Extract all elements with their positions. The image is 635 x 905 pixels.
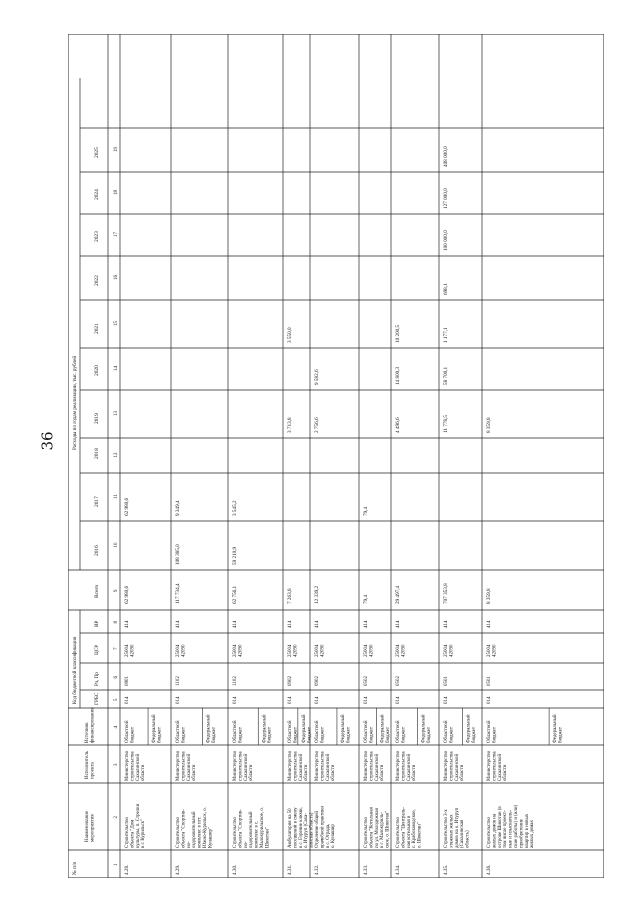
- row-source: бюджет: [181, 726, 187, 743]
- row-executor: Министерство: [396, 750, 401, 781]
- header-year: 2022: [94, 275, 100, 286]
- row-source: Федеральный: [421, 714, 427, 743]
- row-source: Федеральный: [340, 714, 346, 743]
- row-total: 8 359,8: [486, 588, 492, 604]
- row-name: с. Крабозаводское,: [412, 809, 418, 848]
- header-expense-group: Расходы по годам реализации, тыс. рублей: [72, 355, 78, 450]
- row-csr: 42090: [130, 644, 136, 657]
- row-vr: 414: [487, 620, 492, 628]
- row-csr: 25004: [233, 644, 238, 657]
- row-year-value: 3 545,2: [232, 500, 238, 516]
- row-name: ные и изыскатель-: [508, 809, 514, 848]
- row-name: в г. Курильск": [141, 818, 147, 848]
- row-name: о. Итуруп (Саха-: [304, 813, 310, 848]
- row-name: ная котельная в: [406, 815, 412, 848]
- row-name: объекта "Котельная: [369, 807, 375, 848]
- row-csr: 25004: [396, 644, 401, 657]
- row-name: Строительство: [125, 817, 130, 848]
- column-number: 6: [114, 676, 119, 679]
- row-total: 79,4: [363, 594, 369, 604]
- row-executor: строительства: [320, 751, 326, 781]
- row-grbs: 014: [176, 696, 181, 704]
- row-vr: 414: [396, 620, 401, 628]
- row-grbs: 014: [364, 696, 369, 704]
- row-executor: Сахалинской: [186, 753, 192, 781]
- column-number: 14: [114, 366, 119, 371]
- row-executor: области: [192, 764, 198, 781]
- column-number: 4: [114, 726, 119, 729]
- header-year: 2018: [94, 448, 100, 459]
- row-source: бюджет: [346, 726, 352, 743]
- row-rzpr: 0502: [396, 676, 401, 686]
- row-vr: 414: [125, 620, 130, 628]
- row-source: Федеральный: [553, 714, 559, 743]
- row-executor: области: [304, 764, 310, 781]
- row-source: Областной: [288, 720, 293, 743]
- row-executor: Министерство: [233, 750, 238, 781]
- row-name: врачебной практики: [320, 805, 326, 848]
- row-source: бюджет: [386, 726, 391, 743]
- row-executor: Министерство: [125, 750, 130, 781]
- header-source: финансирования: [90, 707, 96, 743]
- row-name: по ул. Молодежная: [374, 808, 380, 848]
- header-year: 2024: [94, 189, 100, 200]
- row-year-value: 1 177,1: [443, 327, 449, 343]
- row-year-value: 58 700,1: [443, 366, 449, 385]
- row-rzpr: 0902: [315, 676, 320, 686]
- row-name: культуры, п. Стрелки: [135, 803, 141, 848]
- row-name: объекта "Спортив-: [238, 809, 244, 848]
- row-name: комплекс в с.: [254, 820, 260, 848]
- row-executor: строительства: [238, 751, 244, 781]
- row-source: Федеральный: [262, 714, 268, 743]
- row-source: Федеральный: [466, 714, 472, 743]
- row-csr: 42090: [320, 644, 326, 657]
- row-name: объекта "Спортив-: [181, 809, 187, 848]
- row-source: бюджет: [157, 726, 163, 743]
- budget-table: [68, 34, 604, 878]
- row-rzpr: 1102: [233, 676, 238, 686]
- header-year: 2020: [94, 365, 100, 376]
- row-year-value: 9 582,6: [314, 369, 320, 385]
- row-rzpr: 0501: [487, 676, 492, 686]
- row-source: бюджет: [449, 726, 455, 743]
- row-year-value: 14 800,3: [395, 366, 401, 385]
- row-name: объекта "Централь-: [401, 807, 407, 848]
- row-name: комплекс в пгт.: [197, 816, 203, 848]
- row-executor: строительства: [401, 751, 407, 781]
- row-grbs: 014: [233, 696, 238, 704]
- row-executor: области: [249, 764, 255, 781]
- row-year-value: 4 496,6: [395, 417, 401, 433]
- row-name: ское, о. Шикотан": [385, 810, 391, 848]
- header-grbs: ГРБС: [94, 692, 100, 705]
- row-number: 4.30.: [232, 864, 238, 875]
- row-executor: области: [380, 764, 386, 781]
- column-number: 16: [114, 275, 119, 280]
- column-number: 8: [114, 621, 119, 624]
- row-year-value: 3 713,8: [287, 417, 293, 433]
- row-executor: области: [460, 764, 466, 781]
- header-executor: Исполнитель: [85, 751, 90, 779]
- row-executor: Сахалинской: [497, 753, 503, 781]
- header-total: Всего: [94, 584, 100, 598]
- row-year-value: 3 550,0: [287, 327, 293, 343]
- row-source: Областной: [364, 720, 369, 743]
- row-executor: Министерство: [176, 750, 181, 781]
- row-name: Строительство: [233, 817, 238, 848]
- row-source: Областной: [233, 720, 238, 743]
- column-number: 17: [114, 232, 119, 237]
- row-name: Строительство: [487, 817, 492, 848]
- header-year: 2016: [94, 545, 100, 556]
- row-name: линская область): [309, 812, 315, 848]
- row-name: том числе проект-: [503, 810, 509, 848]
- row-grbs: 014: [315, 696, 320, 704]
- row-source: Областной: [176, 720, 181, 743]
- row-source: бюджет: [401, 726, 407, 743]
- row-source: бюджет: [369, 726, 375, 743]
- row-csr: 42090: [181, 644, 187, 657]
- row-name: оздоровительный: [192, 811, 198, 848]
- row-executor: строительства: [181, 751, 187, 781]
- column-number: 11: [114, 494, 119, 499]
- row-executor: Сахалинской: [135, 753, 141, 781]
- row-total: 707 353,8: [443, 583, 449, 604]
- header-budget-group: Код бюджетной классификации: [73, 636, 78, 704]
- row-executor: Сахалинской: [298, 753, 304, 781]
- column-number: 18: [114, 190, 119, 195]
- header-year: 2017: [94, 496, 100, 507]
- row-name: жилых домов на: [492, 813, 498, 848]
- row-name: ские работы) и (или): [514, 804, 519, 848]
- header-year: 2021: [94, 323, 100, 334]
- row-year-value: 62 980,6: [124, 497, 130, 516]
- row-executor: строительства: [492, 751, 498, 781]
- row-name: Кунашир": [208, 827, 214, 848]
- row-year-value: 59 210,9: [232, 546, 238, 565]
- row-name: (Сахалинская: [460, 819, 466, 848]
- row-source: бюджет: [238, 726, 244, 743]
- page-number: 36: [38, 431, 57, 451]
- row-name: Строительство: [176, 817, 181, 848]
- row-rzpr: 0501: [444, 676, 449, 686]
- column-number: 13: [114, 411, 119, 416]
- row-name: о. Кунашир: [331, 824, 337, 848]
- row-executor: Сахалинской: [243, 753, 249, 781]
- column-number: 19: [114, 147, 119, 152]
- row-source: Федеральный: [206, 714, 212, 743]
- row-name: Строительство: [396, 817, 401, 848]
- column-number: 12: [114, 452, 119, 458]
- row-name: в с. Отрада,: [325, 823, 331, 848]
- row-name: Малокурильское, о.: [260, 806, 265, 848]
- row-name: домов на о. Итуруп: [454, 807, 460, 848]
- row-total: 29 497,4: [395, 585, 401, 604]
- row-name: но-: [186, 841, 192, 848]
- row-executor: строительства: [130, 751, 136, 781]
- row-source: Федеральный: [301, 714, 307, 743]
- row-source: бюджет: [130, 726, 136, 743]
- row-total: 12 339,2: [314, 585, 320, 604]
- row-source: Областной: [125, 720, 130, 743]
- column-number: 1: [114, 863, 119, 866]
- row-executor: области: [503, 764, 509, 781]
- row-executor: Министерство: [444, 750, 449, 781]
- row-source: Областной: [487, 720, 492, 743]
- row-csr: 42090: [369, 644, 375, 657]
- row-total: 7 263,8: [287, 588, 293, 604]
- row-executor: Министерство: [315, 750, 320, 781]
- row-source: Областной: [444, 720, 449, 743]
- row-executor: строительства: [369, 751, 375, 781]
- row-number: 4.33.: [363, 864, 369, 875]
- row-csr: 25004: [176, 644, 181, 657]
- row-source: Федеральный: [152, 714, 158, 743]
- row-rzpr: 1102: [176, 676, 181, 686]
- row-source: бюджет: [293, 726, 299, 743]
- column-number: 2: [114, 816, 119, 819]
- row-source: Областной: [315, 720, 320, 743]
- row-year-value: 698,1: [443, 283, 449, 295]
- row-source: Областной: [396, 720, 401, 743]
- row-name: оздоровительный: [249, 811, 255, 848]
- row-name: о. Шикотан": [417, 822, 423, 848]
- row-vr: 414: [315, 620, 320, 628]
- row-csr: 42090: [492, 644, 498, 657]
- row-source: Федеральный: [380, 714, 386, 743]
- row-executor: Министерство: [487, 750, 492, 781]
- row-vr: 414: [233, 620, 238, 628]
- header-year: 2023: [94, 231, 100, 242]
- row-executor: строительства: [293, 751, 299, 781]
- row-year-value: 127 000,0: [443, 188, 449, 209]
- row-name: область): [465, 830, 471, 848]
- row-csr: 25004: [125, 644, 130, 657]
- row-year-value: 100 000,0: [443, 230, 449, 251]
- row-year-value: 9 349,4: [175, 500, 181, 516]
- row-source: бюджет: [320, 726, 326, 743]
- row-number: 4.28.: [124, 864, 130, 875]
- row-name: Амбулатория на 50: [288, 808, 293, 848]
- column-number: 15: [114, 321, 119, 326]
- row-name: Отделение общей: [315, 811, 320, 848]
- header-name: мероприятия: [90, 814, 96, 842]
- row-csr: 25004: [364, 644, 369, 657]
- row-vr: 414: [176, 620, 181, 628]
- row-grbs: 014: [396, 696, 401, 704]
- row-executor: Сахалинской: [374, 753, 380, 781]
- header-year: 2019: [94, 413, 100, 424]
- header-csr: ЦСР: [94, 644, 100, 655]
- row-year-value: 2 756,6: [314, 417, 320, 433]
- row-year-value: 10 200,5: [395, 324, 401, 343]
- row-source: бюджет: [211, 726, 217, 743]
- row-year-value: 408 000,0: [443, 146, 449, 167]
- row-number: 4.32.: [314, 864, 320, 875]
- row-name: но-: [243, 841, 249, 848]
- row-grbs: 014: [487, 696, 492, 704]
- header-name: Наименование: [85, 810, 90, 842]
- header-executor: проекта: [90, 762, 96, 779]
- row-year-value: 11 778,5: [443, 415, 449, 433]
- row-number: 4.35.: [443, 864, 449, 875]
- row-total: 62 756,1: [232, 585, 238, 604]
- row-year-value: 8 359,8: [486, 417, 492, 433]
- header-source: Источник: [85, 722, 90, 743]
- row-csr: 42090: [293, 644, 299, 657]
- row-source: бюджет: [307, 726, 313, 743]
- column-number: 7: [114, 647, 119, 650]
- row-rzpr: 0502: [364, 676, 369, 686]
- row-number: 4.29.: [175, 864, 181, 875]
- row-executor: области: [141, 764, 147, 781]
- row-source: бюджет: [472, 726, 478, 743]
- row-year-value: 79,4: [363, 506, 369, 516]
- row-executor: Сахалинской: [406, 753, 412, 781]
- row-csr: 25004: [288, 644, 293, 657]
- row-vr: 414: [364, 620, 369, 628]
- row-executor: Сахалинской: [325, 753, 331, 781]
- row-executor: области: [331, 764, 337, 781]
- header-year: 2025: [94, 147, 100, 158]
- row-csr: 42090: [449, 644, 455, 657]
- row-csr: 25004: [487, 644, 492, 657]
- header-rzpr: Рз, Пр: [94, 672, 100, 686]
- row-source: бюджет: [492, 726, 498, 743]
- row-name: квартир в новых: [524, 813, 530, 848]
- row-grbs: 014: [444, 696, 449, 704]
- row-year-value: 108 385,0: [175, 544, 181, 565]
- header-num: № п/п: [72, 861, 78, 875]
- row-grbs: 014: [125, 696, 130, 704]
- row-executor: области: [412, 764, 418, 781]
- row-executor: Министерство: [364, 750, 369, 781]
- row-number: 4.36.: [486, 864, 492, 875]
- row-source: бюджет: [426, 726, 432, 743]
- row-name: объекта "Дом: [130, 819, 136, 848]
- row-csr: 25004: [444, 644, 449, 657]
- row-source: бюджет: [267, 726, 273, 743]
- row-name: посещений в смену: [293, 807, 299, 848]
- row-executor: Сахалинской: [454, 753, 460, 781]
- row-csr: 42090: [238, 644, 244, 657]
- row-name: Строительство 3-х: [444, 809, 449, 848]
- column-number: 3: [114, 763, 119, 766]
- row-name: Шикотан": [265, 826, 271, 848]
- row-executor: строительства: [449, 751, 455, 781]
- row-name: острове Шикотан (в: [497, 806, 503, 848]
- row-csr: 42090: [401, 644, 407, 657]
- row-number: 4.34.: [395, 864, 401, 875]
- row-source: бюджет: [558, 726, 564, 743]
- row-executor: Министерство: [288, 750, 293, 781]
- row-name: жилых домах: [530, 820, 536, 848]
- header-vr: ВР: [94, 620, 100, 627]
- row-name: Южно-Курильск, о.: [203, 807, 208, 848]
- row-name: Строительство: [364, 817, 369, 848]
- row-grbs: 014: [288, 696, 293, 704]
- column-number: 9: [114, 589, 119, 592]
- row-csr: 25004: [315, 644, 320, 657]
- column-number: 5: [114, 698, 119, 701]
- row-total: 62 980,6: [124, 585, 130, 604]
- row-name: в с. Горячие ключи,: [298, 807, 304, 848]
- row-vr: 414: [444, 620, 449, 628]
- column-number: 10: [114, 542, 119, 548]
- row-rzpr: 0801: [125, 676, 130, 686]
- row-total: 117 734,4: [175, 583, 181, 604]
- row-name: приобретение: [519, 819, 525, 848]
- row-rzpr: 0902: [288, 676, 293, 686]
- row-name: в с. Малокуриль-: [380, 812, 386, 848]
- row-name: этажных жилых: [449, 814, 455, 848]
- row-vr: 414: [288, 620, 293, 628]
- row-number: 4.31.: [287, 864, 293, 875]
